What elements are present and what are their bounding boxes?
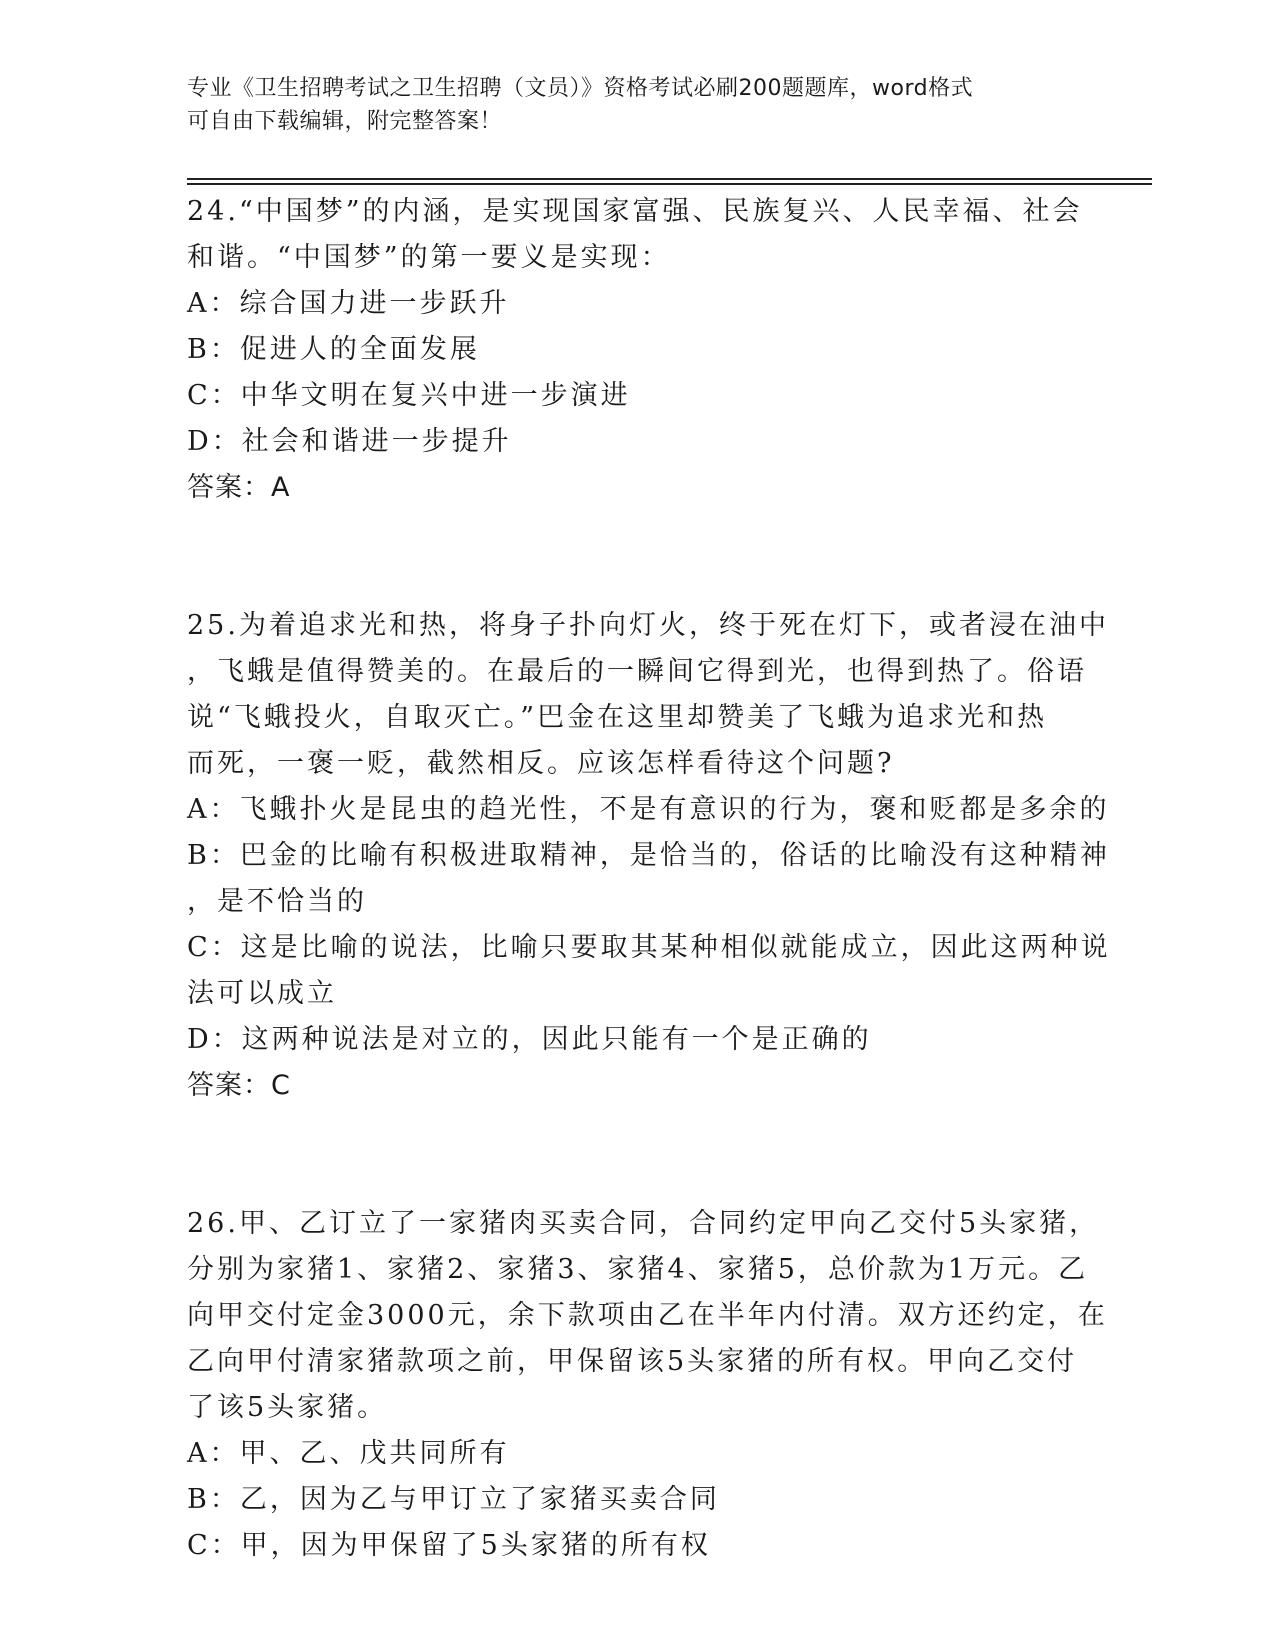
question-spacer <box>187 1109 1087 1201</box>
question-stem-line: 向甲交付定金3000元，余下款项由乙在半年内付清。双方还约定，在 <box>187 1300 1108 1331</box>
option-c: C：甲，因为甲保留了5头家猪的所有权 <box>187 1530 711 1561</box>
option-d: D：这两种说法是对立的，因此只能有一个是正确的 <box>187 1024 872 1055</box>
option-c: C：中华文明在复兴中进一步演进 <box>187 380 631 411</box>
option-a: A：甲、乙、戊共同所有 <box>187 1438 510 1469</box>
header-line-2: 可自由下载编辑，附完整答案！ <box>187 109 503 134</box>
question-stem-line: 26.甲、乙订立了一家猪肉买卖合同，合同约定甲向乙交付5头家猪， <box>187 1208 1100 1239</box>
answer-line: 答案：A <box>187 472 291 503</box>
question-stem-line: 乙向甲付清家猪款项之前，甲保留该5头家猪的所有权。甲向乙交付 <box>187 1346 1078 1377</box>
option-a: A：综合国力进一步跃升 <box>187 288 510 319</box>
option-c: C：这是比喻的说法，比喻只要取其某种相似就能成立，因此这两种说 <box>187 932 1111 963</box>
header-rule-bottom <box>187 183 1152 185</box>
option-b: B：乙，因为乙与甲订立了家猪买卖合同 <box>187 1484 720 1515</box>
question-stem-line: 而死，一褒一贬，截然相反。应该怎样看待这个问题? <box>187 748 895 779</box>
question-stem-line: 24.“中国梦”的内涵，是实现国家富强、民族复兴、人民幸福、社会 <box>187 196 1083 227</box>
header-line-1: 专业《卫生招聘考试之卫生招聘（文员）》资格考试必刷200题题库，word格式 <box>187 76 974 101</box>
question-stem-line: 说“飞蛾投火，自取灭亡。”巴金在这里却赞美了飞蛾为追求光和热 <box>187 702 1048 733</box>
answer-line: 答案：C <box>187 1070 291 1101</box>
question-list <box>187 189 1111 1569</box>
option-c-continuation: 法可以成立 <box>187 978 337 1009</box>
question-26 <box>187 1201 1108 1569</box>
option-b: B：巴金的比喻有积极进取精神，是恰当的，俗话的比喻没有这种精神 <box>187 840 1110 871</box>
header-rule-top <box>187 178 1152 180</box>
question-stem-line: 分别为家猪1、家猪2、家猪3、家猪4、家猪5，总价款为1万元。乙 <box>187 1254 1089 1285</box>
question-25 <box>187 603 1111 1109</box>
option-a: A：飞蛾扑火是昆虫的趋光性，不是有意识的行为，褒和贬都是多余的 <box>187 794 1110 825</box>
question-stem-line: 和谐。“中国梦”的第一要义是实现： <box>187 242 671 273</box>
question-24 <box>187 189 1087 511</box>
question-spacer <box>187 511 1087 603</box>
question-stem-line: 了该5头家猪。 <box>187 1392 388 1423</box>
option-d: D：社会和谐进一步提升 <box>187 426 512 457</box>
question-stem-line: ，飞蛾是值得赞美的。在最后的一瞬间它得到光，也得到热了。俗语 <box>187 656 1087 687</box>
option-b-continuation: ，是不恰当的 <box>187 886 367 917</box>
option-b: B：促进人的全面发展 <box>187 334 480 365</box>
question-stem-line: 25.为着追求光和热，将身子扑向灯火，终于死在灯下，或者浸在油中 <box>187 610 1109 641</box>
document-header <box>187 72 1087 138</box>
